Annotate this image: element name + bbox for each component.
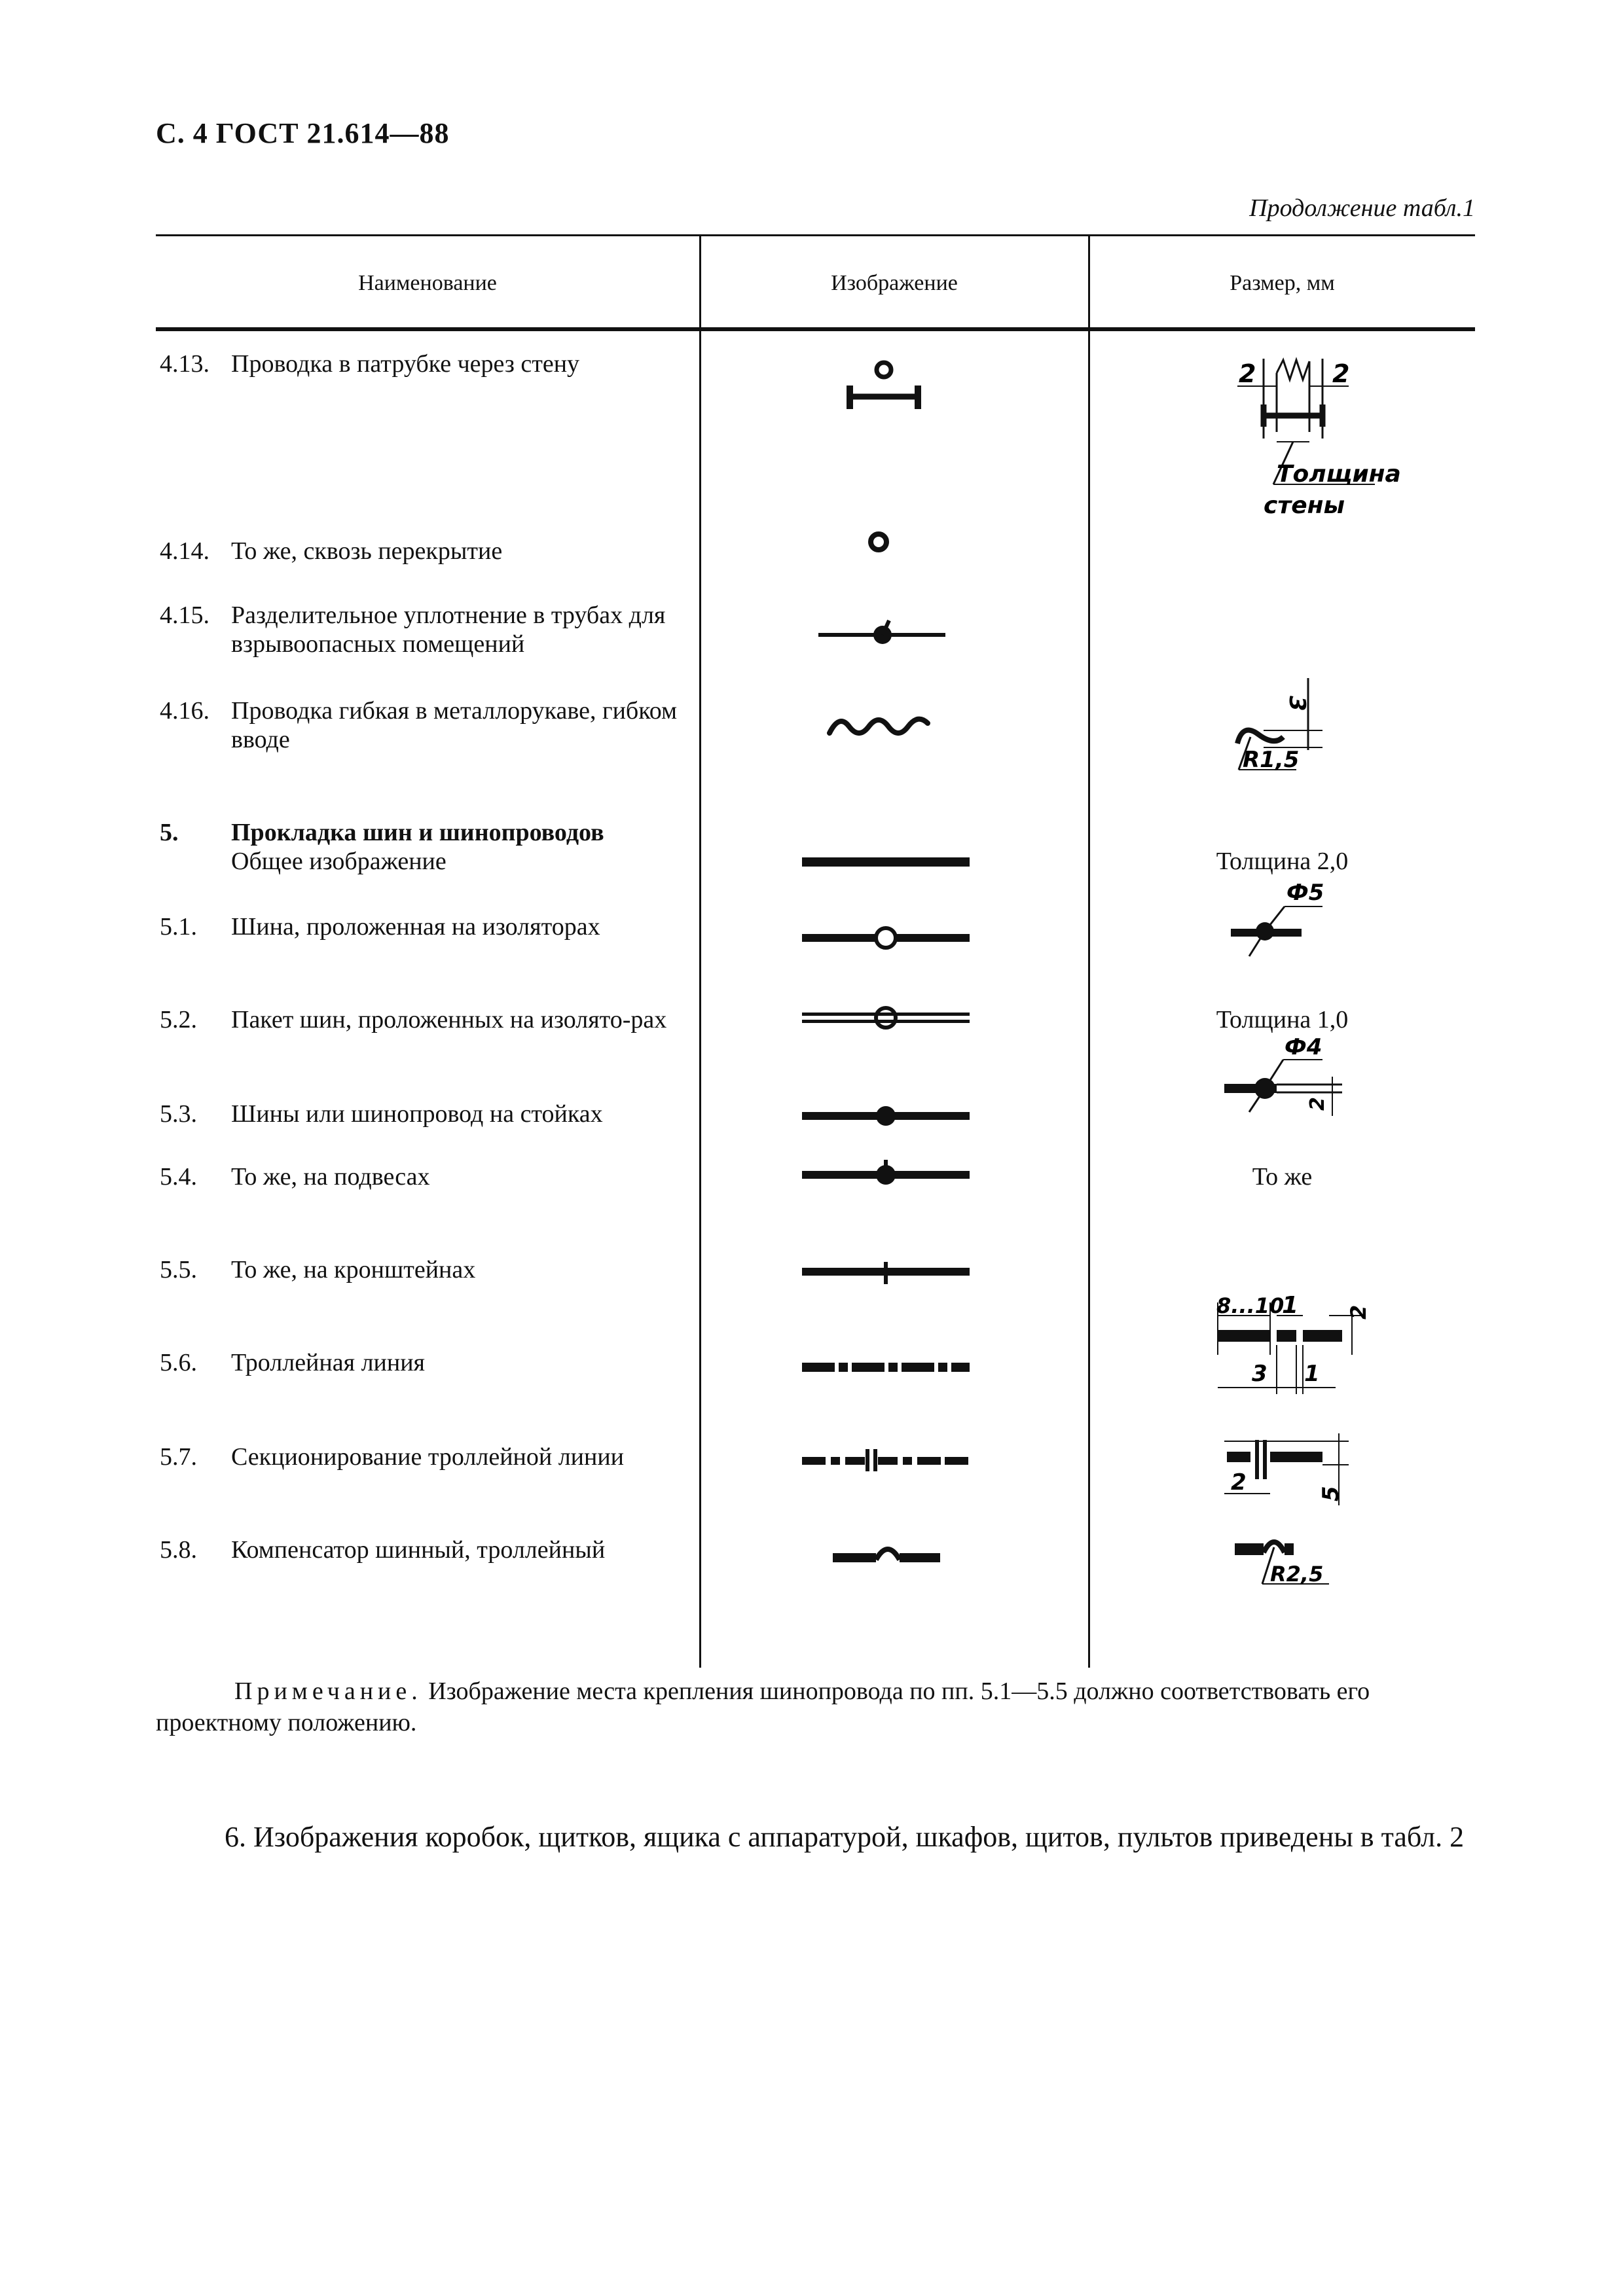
row-name-4-14: То же, сквозь перекрытие bbox=[231, 537, 503, 565]
symbol-5-5 bbox=[802, 1255, 972, 1288]
symbol-4-14 bbox=[866, 529, 892, 555]
row-num-5-7: 5.7. bbox=[160, 1443, 197, 1471]
row-num-5-8: 5.8. bbox=[160, 1536, 197, 1564]
dim-5-6-c: 2 bbox=[1346, 1304, 1371, 1319]
dim-4-13-c: Толщина bbox=[1277, 461, 1401, 488]
symbol-5-8 bbox=[833, 1535, 944, 1568]
row-name-5-4: То же, на подвесах bbox=[231, 1163, 430, 1191]
col-header-image: Изображение bbox=[831, 271, 958, 295]
symbol-5-4 bbox=[802, 1158, 972, 1191]
dim-5-7-b: 5 bbox=[1318, 1486, 1344, 1501]
row-num-5-4: 5.4. bbox=[160, 1163, 197, 1191]
size-5: Толщина 2,0 bbox=[1216, 848, 1349, 875]
col-divider-1 bbox=[699, 234, 701, 1668]
row-name-5-5: То же, на кронштейнах bbox=[231, 1256, 476, 1283]
row-name-5-1: Шина, проложенная на изоляторах bbox=[231, 913, 600, 941]
table-top-rule bbox=[156, 234, 1475, 236]
row-num-5-1: 5.1. bbox=[160, 913, 197, 941]
row-name-4-16: Проводка гибкая в металлорукаве, гибком вводе bbox=[231, 697, 678, 753]
dim-5-6 bbox=[1205, 1283, 1375, 1401]
dim-5-6-b: 1 bbox=[1282, 1292, 1299, 1319]
row-num-5: 5. bbox=[160, 819, 179, 846]
row-num-5-6: 5.6. bbox=[160, 1349, 197, 1376]
symbol-5-6 bbox=[802, 1357, 972, 1377]
row-name-5: Прокладка шин и шинопроводов bbox=[231, 819, 604, 846]
symbol-4-16 bbox=[826, 707, 938, 753]
dim-5-6-d: 3 bbox=[1252, 1361, 1267, 1387]
dim-5-8 bbox=[1231, 1525, 1349, 1597]
note-label: Примечание. bbox=[234, 1677, 422, 1705]
symbol-5-2 bbox=[802, 1001, 972, 1034]
row-num-4-16: 4.16. bbox=[160, 697, 210, 725]
size-5-2: Толщина 1,0 bbox=[1216, 1006, 1349, 1033]
row-name-5-7: Секционирование троллейной линии bbox=[231, 1443, 625, 1471]
size-5-4: То же bbox=[1252, 1163, 1313, 1191]
dim-5-8-a: R2,5 bbox=[1270, 1562, 1324, 1587]
table-header-rule bbox=[156, 327, 1475, 331]
row-num-4-13: 4.13. bbox=[160, 350, 210, 378]
col-divider-2 bbox=[1088, 234, 1090, 1668]
row-num-4-15: 4.15. bbox=[160, 601, 210, 629]
dim-5-6-a: 8...10 bbox=[1216, 1293, 1285, 1318]
row-num-5-5: 5.5. bbox=[160, 1256, 197, 1283]
row-name-5-2: Пакет шин, проложенных на изолято-рах bbox=[231, 1006, 667, 1033]
row-num-5-2: 5.2. bbox=[160, 1006, 197, 1033]
dim-5-2-a: Ф4 bbox=[1285, 1034, 1322, 1060]
dim-5-2-b: 2 bbox=[1306, 1097, 1329, 1111]
col-header-size: Размер, мм bbox=[1230, 271, 1335, 295]
symbol-5-3 bbox=[802, 1100, 972, 1132]
symbol-4-13 bbox=[845, 357, 930, 416]
symbol-5-1 bbox=[802, 922, 972, 954]
note-text: Изображение места крепления шинопровода по пп. 5.1—5.5 должно соответствовать его проектному положению. bbox=[156, 1677, 1370, 1736]
table-note bbox=[156, 1676, 1475, 1738]
row-name-4-13: Проводка в патрубке через стену bbox=[231, 350, 580, 378]
symbol-5 bbox=[802, 856, 972, 869]
row-num-5-3: 5.3. bbox=[160, 1100, 197, 1128]
dim-5-1-a: Ф5 bbox=[1286, 880, 1324, 906]
dim-4-13-a: 2 bbox=[1239, 359, 1256, 388]
row-name-4-15: Разделительное уплотнение в трубах для взрывоопасных помещений bbox=[231, 601, 666, 658]
row-name-5-8: Компенсатор шинный, троллейный bbox=[231, 1536, 606, 1564]
dim-4-16-a: 3 bbox=[1284, 696, 1310, 711]
dim-5-1 bbox=[1224, 874, 1336, 965]
dim-4-13-d: стены bbox=[1264, 492, 1345, 519]
dim-4-16-b: R1,5 bbox=[1243, 747, 1300, 773]
dim-4-13-b: 2 bbox=[1332, 359, 1350, 388]
symbol-5-7 bbox=[802, 1445, 972, 1478]
dim-5-7 bbox=[1218, 1427, 1362, 1512]
col-header-name: Наименование bbox=[358, 271, 497, 295]
paragraph-6: 6. Изображения коробок, щитков, ящика с аппаратурой, шкафов, щитов, пультов приведены в табл. 2 bbox=[225, 1821, 1465, 1853]
row-name-5-3: Шины или шинопровод на стойках bbox=[231, 1100, 603, 1128]
dim-5-2 bbox=[1218, 1031, 1355, 1122]
row-name-5-6: Троллейная линия bbox=[231, 1349, 426, 1376]
row-num-4-14: 4.14. bbox=[160, 537, 210, 565]
row-name-5-sub: Общее изображение bbox=[231, 848, 447, 875]
dim-5-6-e: 1 bbox=[1304, 1361, 1320, 1387]
page-header: С. 4 ГОСТ 21.614—88 bbox=[156, 117, 450, 149]
dim-4-13 bbox=[1224, 353, 1401, 543]
continuation-label: Продолжение табл.1 bbox=[1249, 194, 1475, 222]
dim-4-16 bbox=[1224, 678, 1342, 783]
dim-5-7-a: 2 bbox=[1231, 1469, 1247, 1496]
symbol-4-15 bbox=[818, 615, 949, 655]
